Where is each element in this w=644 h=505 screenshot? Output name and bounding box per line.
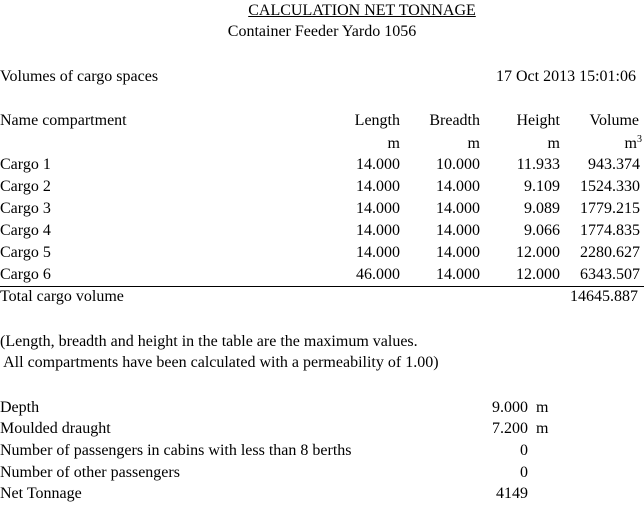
row-breadth: 14.000 bbox=[436, 244, 480, 261]
unit-length: m bbox=[387, 135, 400, 152]
unit-volume bbox=[560, 133, 642, 155]
row-length: 14.000 bbox=[356, 200, 400, 217]
row-breadth: 14.000 bbox=[436, 178, 480, 195]
row-name: Cargo 2 bbox=[0, 178, 51, 195]
row-height: 11.933 bbox=[516, 156, 560, 173]
row-volume: 1774.835 bbox=[580, 222, 640, 239]
param-unit-moulded-draught: m bbox=[536, 420, 549, 437]
unit-height: m bbox=[547, 135, 560, 152]
document-title: CALCULATION NET TONNAGE bbox=[248, 2, 476, 19]
unit-breadth: m bbox=[467, 135, 480, 152]
row-volume: 1779.215 bbox=[580, 200, 640, 217]
row-height: 9.089 bbox=[524, 200, 560, 217]
row-name: Cargo 6 bbox=[0, 266, 51, 283]
document-subtitle: Container Feeder Yardo 1056 bbox=[227, 23, 417, 40]
row-volume: 6343.507 bbox=[580, 266, 640, 283]
header-height: Height bbox=[516, 112, 560, 129]
row-volume: 943.374 bbox=[588, 156, 640, 173]
row-breadth: 10.000 bbox=[436, 156, 480, 173]
row-volume: 1524.330 bbox=[580, 178, 640, 195]
header-breadth: Breadth bbox=[429, 112, 480, 129]
param-value-net-tonnage: 4149 bbox=[496, 485, 528, 502]
note-line: (Length, breadth and height in the table are the maximum values. bbox=[0, 333, 418, 350]
param-label-depth: Depth bbox=[0, 399, 40, 416]
unit-volume-base: m bbox=[624, 135, 637, 152]
row-name: Cargo 1 bbox=[0, 156, 51, 173]
row-breadth: 14.000 bbox=[436, 266, 480, 283]
row-name: Cargo 4 bbox=[0, 222, 51, 239]
param-value-moulded-draught: 7.200 bbox=[492, 420, 528, 437]
row-height: 9.109 bbox=[524, 178, 560, 195]
param-label-other-passengers: Number of other passengers bbox=[0, 464, 180, 481]
row-length: 14.000 bbox=[356, 156, 400, 173]
param-label-passengers-cabins: Number of passengers in cabins with less than 8 berths bbox=[0, 442, 352, 459]
row-height: 12.000 bbox=[516, 266, 560, 283]
header-name: Name compartment bbox=[0, 112, 127, 129]
row-volume: 2280.627 bbox=[580, 244, 640, 261]
row-length: 14.000 bbox=[356, 244, 400, 261]
total-label: Total cargo volume bbox=[0, 288, 124, 305]
section-label: Volumes of cargo spaces bbox=[0, 68, 159, 85]
param-value-passengers-cabins: 0 bbox=[520, 442, 528, 459]
row-length: 14.000 bbox=[356, 178, 400, 195]
row-name: Cargo 5 bbox=[0, 244, 51, 261]
row-length: 46.000 bbox=[356, 266, 400, 283]
row-height: 9.066 bbox=[524, 222, 560, 239]
row-breadth: 14.000 bbox=[436, 222, 480, 239]
param-label-net-tonnage: Net Tonnage bbox=[0, 485, 82, 502]
param-value-depth: 9.000 bbox=[492, 399, 528, 416]
unit-volume-exponent: 3 bbox=[637, 134, 642, 145]
row-breadth: 14.000 bbox=[436, 200, 480, 217]
param-unit-depth: m bbox=[536, 399, 549, 416]
total-value: 14645.887 bbox=[570, 288, 638, 305]
param-value-other-passengers: 0 bbox=[520, 464, 528, 481]
header-volume: Volume bbox=[589, 112, 639, 129]
row-length: 14.000 bbox=[356, 222, 400, 239]
row-height: 12.000 bbox=[516, 244, 560, 261]
param-label-moulded-draught: Moulded draught bbox=[0, 420, 111, 437]
note-line: All compartments have been calculated with a permeability of 1.00) bbox=[0, 354, 439, 371]
report-datetime: 17 Oct 2013 15:01:06 bbox=[496, 68, 636, 85]
header-length: Length bbox=[354, 112, 400, 129]
row-name: Cargo 3 bbox=[0, 200, 51, 217]
